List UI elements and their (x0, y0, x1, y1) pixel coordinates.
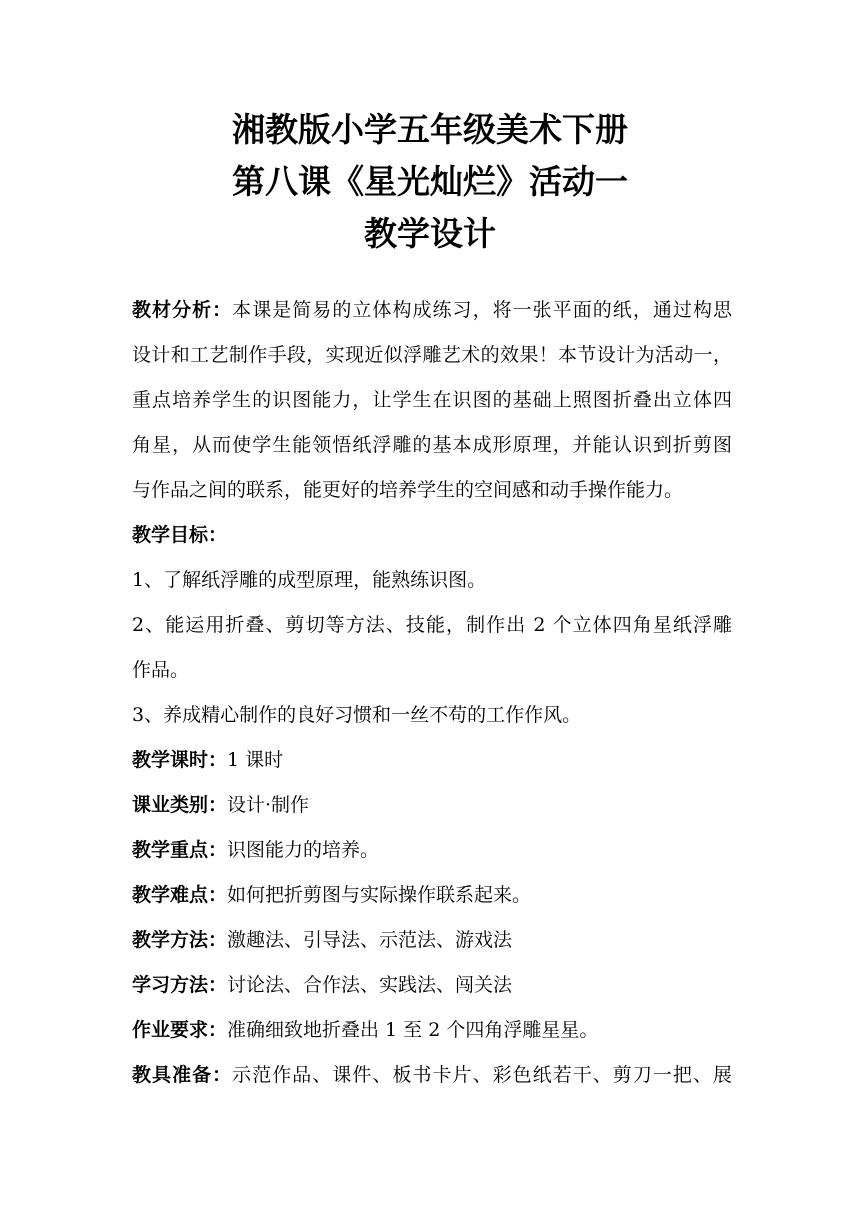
field-label: 教学重点： (132, 839, 228, 861)
analysis-label: 教材分析： (132, 299, 233, 321)
goal-item-1: 1、了解纸浮雕的成型原理，能熟练识图。 (132, 569, 487, 591)
field-teaching-methods (132, 918, 732, 963)
field-class-hours (132, 738, 732, 783)
field-label: 教学方法： (132, 929, 228, 951)
document-body (132, 288, 732, 1098)
goals-heading (132, 513, 732, 558)
analysis-line-5: 与作品之间的联系，能更好的培养学生的空间感和动手操作能力。 (132, 479, 684, 501)
title-line-3: 教学设计 (364, 214, 496, 253)
field-value: 讨论法、合作法、实践法、闯关法 (227, 974, 513, 996)
goal-item-2: 2、能运用折叠、剪切等方法、技能，制作出 2 个立体四角星纸浮雕 (132, 614, 732, 636)
goals-label: 教学目标： (132, 524, 228, 546)
field-label: 学习方法： (132, 974, 228, 996)
field-value: 示范作品、课件、板书卡片、彩色纸若干、剪刀一把、展 (232, 1064, 732, 1086)
field-value: 设计·制作 (227, 794, 310, 816)
field-key-point (132, 828, 732, 873)
goal-item-2-cont: 作品。 (132, 659, 190, 681)
analysis-line-1 (132, 288, 732, 333)
document-title (0, 104, 860, 260)
field-difficulty (132, 873, 732, 918)
field-label: 作业要求： (132, 1019, 228, 1041)
field-learning-methods (132, 963, 732, 1008)
goal-item-3: 3、养成精心制作的良好习惯和一丝不苟的工作作风。 (132, 704, 582, 726)
analysis-line-3: 重点培养学生的识图能力，让学生在识图的基础上照图折叠出立体四 (132, 389, 732, 411)
title-line-2: 第八课《星光灿烂》活动一 (232, 162, 628, 201)
analysis-text: 本课是简易的立体构成练习，将一张平面的纸，通过构思 (232, 299, 732, 321)
title-line-1: 湘教版小学五年级美术下册 (232, 110, 628, 149)
field-course-type (132, 783, 732, 828)
field-homework (132, 1008, 732, 1053)
analysis-line-4: 角星，从而使学生能领悟纸浮雕的基本成形原理，并能认识到折剪图 (132, 434, 732, 456)
field-value: 1 课时 (227, 749, 284, 771)
field-label: 教具准备： (132, 1064, 233, 1086)
field-label: 教学难点： (132, 884, 228, 906)
field-label: 教学课时： (132, 749, 228, 771)
field-value: 准确细致地折叠出 1 至 2 个四角浮雕星星。 (227, 1019, 599, 1041)
field-label: 课业类别： (132, 794, 228, 816)
field-value: 如何把折剪图与实际操作联系起来。 (227, 884, 532, 906)
analysis-line-2: 设计和工艺制作手段，实现近似浮雕艺术的效果！本节设计为活动一， (132, 344, 732, 366)
field-value: 识图能力的培养。 (227, 839, 380, 861)
field-value: 激趣法、引导法、示范法、游戏法 (227, 929, 513, 951)
field-materials (132, 1053, 732, 1098)
